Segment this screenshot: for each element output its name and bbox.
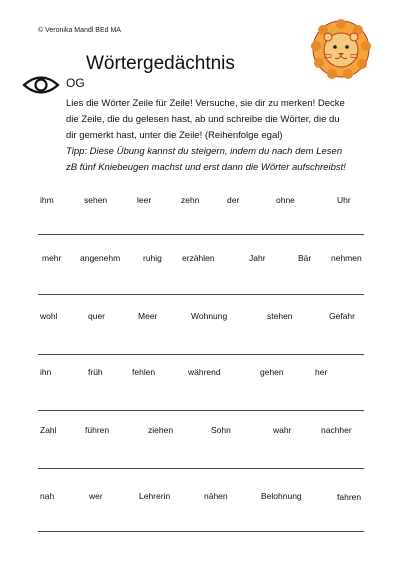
word: ziehen <box>148 425 174 435</box>
word: Meer <box>138 311 158 321</box>
word: erzählen <box>182 253 215 263</box>
writing-line[interactable] <box>38 531 364 532</box>
instruction-line: dir gemerkt hast, unter die Zeile! (Reihenfolge egal) <box>66 130 283 141</box>
word: nehmen <box>331 253 362 263</box>
instruction-line: Lies die Wörter Zeile für Zeile! Versuche, sie dir zu merken! Decke <box>66 98 345 109</box>
word: wer <box>89 491 103 501</box>
word: während <box>188 367 221 377</box>
word: wohl <box>40 311 58 321</box>
word: sehen <box>84 195 108 205</box>
word: angenehm <box>80 253 121 263</box>
word: nah <box>40 491 55 501</box>
word: wahr <box>273 425 292 435</box>
tip-line: Tipp: Diese Übung kannst du steigern, indem du nach dem Lesen <box>66 146 343 157</box>
word: Bär <box>298 253 312 263</box>
copyright-note: © Veronika Mandl BEd MA <box>38 27 121 34</box>
word: Zahl <box>40 425 57 435</box>
word: gehen <box>260 367 284 377</box>
writing-line[interactable] <box>38 468 364 469</box>
exercise-code: OG <box>66 76 85 90</box>
word: Sohn <box>211 425 231 435</box>
word: Uhr <box>337 195 351 205</box>
word: leer <box>137 195 152 205</box>
writing-line[interactable] <box>38 354 364 355</box>
tip-text <box>66 144 376 176</box>
word: führen <box>85 425 110 435</box>
word: Wohnung <box>191 311 228 321</box>
word: ihn <box>40 367 52 377</box>
tip-line: zB fünf Kniebeugen machst und erst dann die Wörter aufschreibst! <box>66 162 346 173</box>
word: Gefahr <box>329 311 355 321</box>
word: nachher <box>321 425 352 435</box>
lion-icon <box>310 18 372 80</box>
word: früh <box>88 367 103 377</box>
word: quer <box>88 311 106 321</box>
word: fehlen <box>132 367 156 377</box>
word: der <box>227 195 240 205</box>
word: zehn <box>181 195 200 205</box>
word: ohne <box>276 195 295 205</box>
eye-icon <box>22 74 60 96</box>
page-title: Wörtergedächtnis <box>86 53 235 74</box>
word: ihm <box>40 195 54 205</box>
writing-line[interactable] <box>38 410 364 411</box>
instructions <box>66 96 376 144</box>
word: her <box>315 367 328 377</box>
word: Jahr <box>249 253 266 263</box>
word: stehen <box>267 311 293 321</box>
word: ruhig <box>143 253 162 263</box>
word: nähen <box>204 491 228 501</box>
word: Belohnung <box>261 491 302 501</box>
word: fahren <box>337 492 362 502</box>
word: mehr <box>42 253 62 263</box>
word: Lehrerin <box>139 491 171 501</box>
writing-line[interactable] <box>38 234 364 235</box>
writing-line[interactable] <box>38 294 364 295</box>
instruction-line: die Zeile, die du gelesen hast, ab und schreibe die Wörter, die du <box>66 114 340 125</box>
